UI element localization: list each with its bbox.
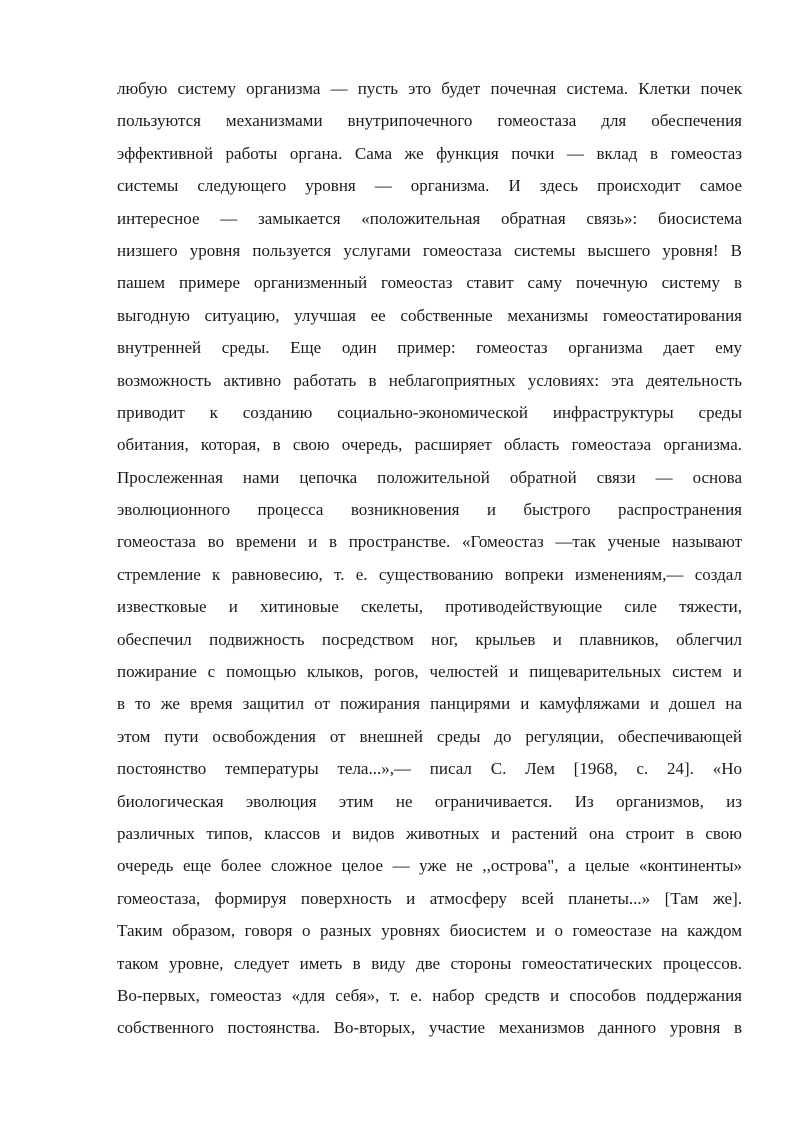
text-line: в то же время защитил от пожирания панцирями и камуфляжами и дошел на: [117, 694, 742, 714]
text-line: эволюционного процесса возникновения и быстрого распространения: [117, 500, 742, 520]
text-line: гомеостаза во времени и в пространстве. «Гомеостаз —так ученые называют: [117, 532, 742, 552]
text-line: пожирание с помощью клыков, рогов, челюстей и пищеварительных систем и: [117, 662, 742, 682]
text-line: этом пути освобождения от внешней среды до регуляции, обеспечивающей: [117, 726, 742, 746]
text-line: известковые и хитиновые скелеты, противодействующие силе тяжести,: [117, 597, 742, 617]
text-line: стремление к равновесию, т. е. существованию вопреки изменениям,— создал: [117, 564, 742, 584]
text-line: обитания, которая, в свою очередь, расширяет область гомеостаэа организма.: [117, 435, 742, 455]
text-line: выгодную ситуацию, улучшая ее собственные механизмы гомеостатирования: [117, 305, 742, 325]
text-line: очередь еще более сложное целое — уже не ,,острова", а целые «континенты»: [117, 856, 742, 876]
text-line: системы следующего уровня — организма. И здесь происходит самое: [117, 176, 742, 196]
text-line: приводит к созданию социально-экономической инфраструктуры среды: [117, 402, 742, 422]
text-line: пользуются механизмами внутрипочечного гомеостаза для обеспечения: [117, 111, 742, 131]
text-line: любую систему организма — пусть это будет почечная система. Клетки почек: [117, 79, 742, 98]
text-line: возможность активно работать в неблагоприятных условиях: эта деятельность: [117, 370, 742, 390]
text-line: эффективной работы органа. Сама же функция почки — вклад в гомеостаз: [117, 143, 742, 163]
text-line: Прослеженная нами цепочка положительной обратной связи — основа: [117, 467, 742, 487]
text-line: обеспечил подвижность посредством ног, крыльев и плавников, облегчил: [117, 629, 742, 649]
text-line: таком уровне, следует иметь в виду две стороны гомеостатических процессов.: [117, 953, 742, 973]
text-line: низшего уровня пользуется услугами гомеостаза системы высшего уровня! В: [117, 240, 742, 260]
text-line: биологическая эволюция этим не ограничивается. Из организмов, из: [117, 791, 742, 811]
text-line: внутренней среды. Еще один пример: гомеостаз организма дает ему: [117, 338, 742, 358]
text-line: постоянство температуры тела...»,— писал С. Лем [1968, с. 24]. «Но: [117, 759, 742, 779]
text-line: Таким образом, говоря о разных уровнях биосистем и о гомеостазе на каждом: [117, 921, 742, 941]
text-line: гомеостаза, формируя поверхность и атмосферу всей планеты...» [Там же].: [117, 888, 742, 908]
document-body: [117, 73, 742, 1045]
text-line: различных типов, классов и видов животных и растений она строит в свою: [117, 823, 742, 843]
text-line: Во-первых, гомеостаз «для себя», т. е. набор средств и способов поддержания: [117, 985, 742, 1005]
text-line: собственного постоянства. Во-вторых, участие механизмов данного уровня в: [117, 1018, 742, 1038]
text-line: пашем примере организменный гомеостаз ставит саму почечную систему в: [117, 273, 742, 293]
text-line: интересное — замыкается «положительная обратная связь»: биосистема: [117, 208, 742, 228]
